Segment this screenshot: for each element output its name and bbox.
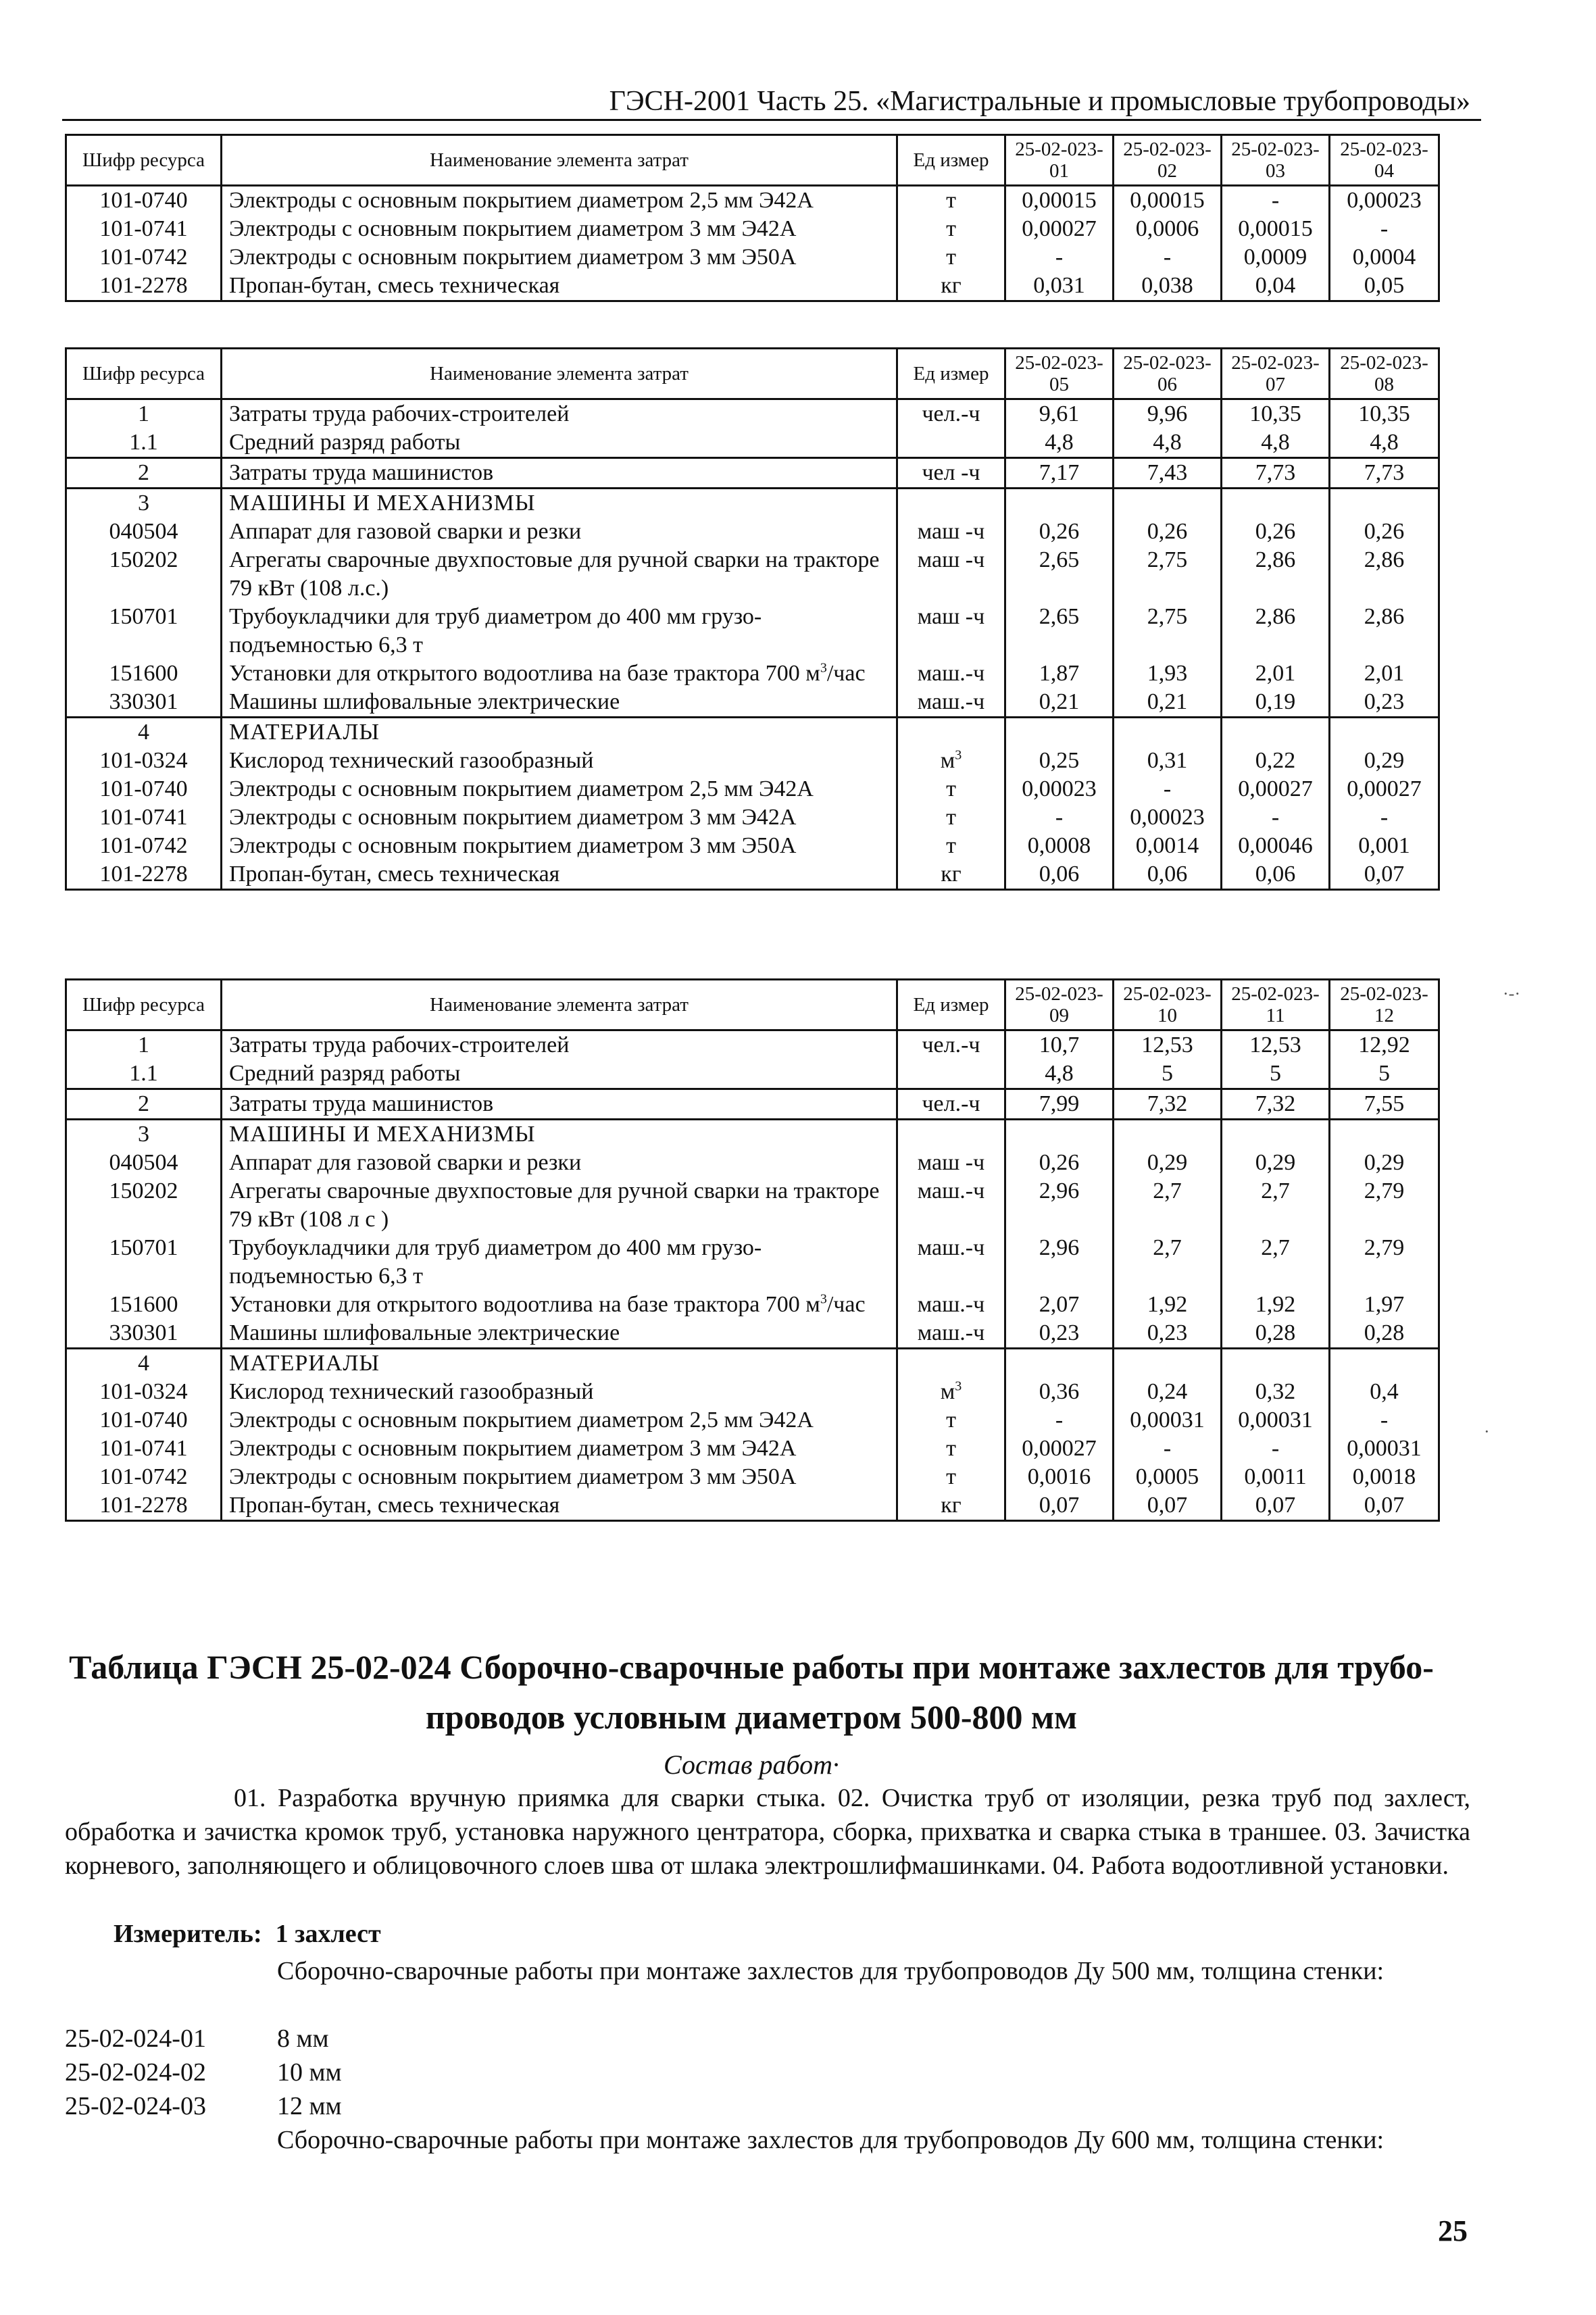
table-row: 101-0324 Кислород технический газообразный $м^3$ 0,36 0,24 0,32 0,4 (66, 1378, 1439, 1406)
table-row: 2 Затраты труда машинистов чел.-ч 7,99 7,32 7,32 7,55 (66, 1089, 1439, 1120)
table-row: 101-0741 Электроды с основным покрытием диаметром 3 мм Э42А т 0,00027 - - 0,00031 (66, 1435, 1439, 1463)
table-row: 150701 Трубоукладчики для труб диаметром до 400 мм грузо-подъемностью 6,3 т маш.-ч 2,96 2,7 2,7 2,79 (66, 1234, 1439, 1291)
composition-title: Состав работ· (664, 1749, 839, 1780)
section-title-row: 4 МАТЕРИАЛЫ (66, 1349, 1439, 1378)
table-caption: Таблица ГЭСН 25-02-024 Сборочно-сварочные работы при монтаже захлестов для трубо-проводов условным диаметром 500-800 мм (69, 1648, 1434, 1736)
group-description-1: Сборочно-сварочные работы при монтаже захлестов для трубопроводов Ду 500 мм, толщина стенки: (277, 1957, 1385, 1985)
table-row: 150202 Агрегаты сварочные двухпостовые для ручной сварки на тракторе 79 кВт (108 л.с.) маш -ч 2,65 2,75 2,86 2,86 (66, 546, 1439, 603)
table-header: Шифр ресурса Наименование элемента затрат Ед измер 25-02-023-09 25-02-023-10 25-02-023-11 25-02-023-12 (66, 980, 1439, 1030)
resource-table-3 (65, 978, 1440, 1522)
table-row: 1 Затраты труда рабочих-строителей чел.-ч 10,7 12,53 12,53 12,92 (66, 1030, 1439, 1060)
table-row: 101-0741 Электроды с основным покрытием диаметром 3 мм Э42А т - 0,00023 - - (66, 803, 1439, 832)
table-row: 101-0742 Электроды с основным покрытием диаметром 3 мм Э50А т 0,0016 0,0005 0,0011 0,0018 (66, 1463, 1439, 1491)
table-row: 101-0742 Электроды с основным покрытием диаметром 3 мм Э50А т 0,0008 0,0014 0,00046 0,001 (66, 832, 1439, 860)
table-row: 040504 Аппарат для газовой сварки и резки маш -ч 0,26 0,29 0,29 0,29 (66, 1149, 1439, 1177)
table-row: 101-2278 Пропан-бутан, смесь техническая кг 0,07 0,07 0,07 0,07 (66, 1491, 1439, 1521)
table-row: 1.1 Средний разряд работы 4,8 4,8 4,8 4,8 (66, 428, 1439, 458)
table-row: 101-0740 Электроды с основным покрытием диаметром 2,5 мм Э42А т 0,00015 0,00015 - 0,00023 (66, 186, 1439, 216)
table-row: 1 Затраты труда рабочих-строителей чел.-ч 9,61 9,96 10,35 10,35 (66, 399, 1439, 429)
scan-speck-icon: · (1484, 1422, 1490, 1441)
table-header: Шифр ресурса Наименование элемента затрат Ед измер 25-02-023-01 25-02-023-02 25-02-023-03 25-02-023-04 (66, 135, 1439, 186)
table-row: 101-0742 Электроды с основным покрытием диаметром 3 мм Э50А т - - 0,0009 0,0004 (66, 243, 1439, 272)
table-row: 2 Затраты труда машинистов чел -ч 7,17 7,43 7,73 7,73 (66, 458, 1439, 489)
page-header (62, 80, 1481, 121)
section-title-row: 3 МАШИНЫ И МЕХАНИЗМЫ (66, 1120, 1439, 1149)
section-title-row: 3 МАШИНЫ И МЕХАНИЗМЫ (66, 489, 1439, 518)
table-row: 330301 Машины шлифовальные электрические маш.-ч 0,23 0,23 0,28 0,28 (66, 1319, 1439, 1349)
page-number: 25 (1438, 2214, 1468, 2247)
table-row: 150202 Агрегаты сварочные двухпостовые для ручной сварки на тракторе 79 кВт (108 л с ) маш.-ч 2,96 2,7 2,7 2,79 (66, 1177, 1439, 1234)
table-row: 101-0741 Электроды с основным покрытием диаметром 3 мм Э42А т 0,00027 0,0006 0,00015 - (66, 215, 1439, 243)
meter-line (114, 1919, 381, 1949)
resource-table-1 (65, 134, 1440, 302)
table-header: Шифр ресурса Наименование элемента затрат Ед измер 25-02-023-05 25-02-023-06 25-02-023-07 25-02-023-08 (66, 349, 1439, 399)
table-row: 101-2278 Пропан-бутан, смесь техническая кг 0,06 0,06 0,06 0,07 (66, 860, 1439, 890)
composition-text: 01. Разработка вручную приямка для сварки стыка. 02. Очистка труб от изоляции, резка труб под захлест, обработка и зачистка кромок труб, установка наружного центратора, сборка, прихватка и сварка стыка в траншее. 03. Зачистка корневого, заполняющего и облицовочного слоев шва от шлака электрошлифмашинками. 04. Работа водоотливной установки. (65, 1784, 1470, 1880)
table-row: 040504 Аппарат для газовой сварки и резки маш -ч 0,26 0,26 0,26 0,26 (66, 518, 1439, 546)
list-item: 25-02-024-01 8 мм (65, 2024, 329, 2053)
table-row: 101-2278 Пропан-бутан, смесь техническая кг 0,031 0,038 0,04 0,05 (66, 272, 1439, 301)
table-row: 150701 Трубоукладчики для труб диаметром до 400 мм грузо-подъемностью 6,3 т маш -ч 2,65 2,75 2,86 2,86 (66, 603, 1439, 659)
resource-table-2 (65, 347, 1440, 891)
list-item: 25-02-024-03 12 мм (65, 2092, 342, 2120)
table-row: 101-0740 Электроды с основным покрытием диаметром 2,5 мм Э42А т 0,00023 - 0,00027 0,00027 (66, 775, 1439, 803)
group-description-2: Сборочно-сварочные работы при монтаже захлестов для трубопроводов Ду 600 мм, толщина стенки: (277, 2126, 1385, 2154)
list-item: 25-02-024-02 10 мм (65, 2058, 342, 2087)
table-row: 101-0324 Кислород технический газообразный $м^3$ 0,25 0,31 0,22 0,29 (66, 747, 1439, 775)
scan-speck-icon: ·-· (1503, 984, 1520, 1003)
table-row: 101-0740 Электроды с основным покрытием диаметром 2,5 мм Э42А т - 0,00031 0,00031 - (66, 1406, 1439, 1435)
table-row: 330301 Машины шлифовальные электрические маш.-ч 0,21 0,21 0,19 0,23 (66, 688, 1439, 718)
header-title: ГЭСН-2001 Часть 25. «Магистральные и промысловые трубопроводы» (609, 86, 1470, 117)
table-row: 151600 Установки для открытого водоотлива на базе трактора 700 $м^3$/час маш.-ч 2,07 1,92 1,92 1,97 (66, 1291, 1439, 1319)
meter-label: Измеритель: (114, 1920, 262, 1948)
table-row: 151600 Установки для открытого водоотлива на базе трактора 700 $м^3$/час маш.-ч 1,87 1,93 2,01 2,01 (66, 659, 1439, 688)
section-title-row: 4 МАТЕРИАЛЫ (66, 718, 1439, 747)
table-row: 1.1 Средний разряд работы 4,8 5 5 5 (66, 1060, 1439, 1089)
meter-value: 1 захлест (275, 1920, 381, 1948)
